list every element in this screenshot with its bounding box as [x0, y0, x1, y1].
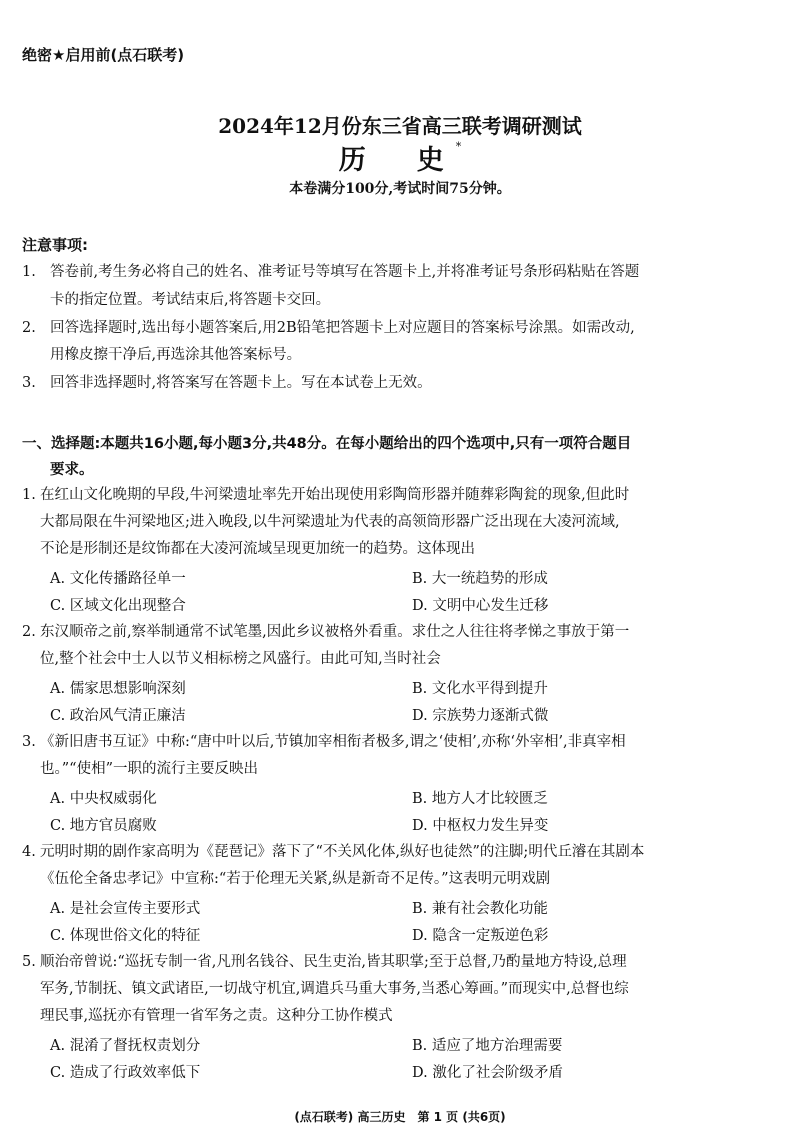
question-number: 1.: [22, 487, 36, 503]
notice-item-line: 答卷前,考生务必将自己的姓名、准考证号等填写在答题卡上,并将准考证号条形码粘贴在答题: [50, 264, 640, 280]
question-stem-line: 《新旧唐书互证》中称:“唐中叶以后,节镇加宰相衔者极多,谓之‘使相’,亦称‘外宰相’,非真宰相: [40, 734, 626, 750]
option-c: C. 区域文化出现整合: [50, 598, 186, 614]
question-stem-line: 在红山文化晚期的早段,牛河梁遗址率先开始出现使用彩陶筒形器并随葬彩陶瓮的现象,但此时: [40, 487, 630, 503]
option-b: B. 地方人才比较匮乏: [412, 791, 548, 807]
page-footer: (点石联考) 高三历史 第 1 页 (共6页): [294, 1110, 506, 1124]
exam-title: 2024年12月份东三省高三联考调研测试: [218, 114, 582, 138]
secret-label: 绝密★启用前(点石联考): [22, 46, 185, 64]
question-stem-line: 东汉顺帝之前,察举制通常不试笔墨,因此乡议被格外看重。求仕之人往往将孝悌之事放于第一: [40, 624, 630, 640]
notice-item-line: 回答非选择题时,将答案写在答题卡上。写在本试卷上无效。: [50, 375, 432, 391]
option-b: B. 文化水平得到提升: [412, 681, 548, 697]
subject-name: 历 史: [338, 145, 456, 176]
subject-mark: *: [455, 140, 462, 153]
question-number: 2.: [22, 624, 36, 640]
subject-title: [0, 138, 800, 177]
option-d: D. 中枢权力发生异变: [412, 818, 549, 834]
question-stem-line: 也。”“使相”一职的流行主要反映出: [40, 761, 258, 777]
option-b: B. 适应了地方治理需要: [412, 1038, 563, 1054]
notice-item-number: 2.: [22, 320, 36, 336]
question-stem-line: 《伍伦全备忠孝记》中宣称:“若于伦理无关紧,纵是新奇不足传。”这表明元明戏剧: [40, 871, 551, 887]
option-c: C. 造成了行政效率低下: [50, 1065, 201, 1081]
option-d: D. 宗族势力逐渐式微: [412, 708, 549, 724]
question-number: 3.: [22, 734, 36, 750]
question-stem-line: 不论是形制还是纹饰都在大凌河流域呈现更加统一的趋势。这体现出: [40, 541, 475, 557]
option-a: A. 中央权威弱化: [50, 791, 157, 807]
question-stem-line: 军务,节制抚、镇文武诸臣,一切战守机宜,调遣兵马重大事务,当悉心筹画。”而现实中,总督也综: [40, 981, 629, 997]
notice-item-number: 1.: [22, 264, 36, 280]
question-number: 5.: [22, 954, 36, 970]
question-stem-line: 大都局限在牛河梁地区;进入晚段,以牛河梁遗址为代表的高领筒形器广泛出现在大凌河流域,: [40, 514, 620, 530]
notice-item-line: 用橡皮擦干净后,再选涂其他答案标号。: [50, 347, 302, 363]
option-b: B. 兼有社会教化功能: [412, 901, 548, 917]
question-stem-line: 位,整个社会中士人以节义相标榜之风盛行。由此可知,当时社会: [40, 651, 441, 667]
section-heading-cont: 要求。: [50, 462, 94, 478]
option-d: D. 文明中心发生迁移: [412, 598, 549, 614]
notice-item-line: 卡的指定位置。考试结束后,将答题卡交回。: [50, 292, 331, 308]
notice-item-line: 回答选择题时,选出每小题答案后,用2B铅笔把答题卡上对应题目的答案标号涂黑。如需改动,: [50, 320, 635, 336]
option-b: B. 大一统趋势的形成: [412, 571, 548, 587]
option-c: C. 体现世俗文化的特征: [50, 928, 201, 944]
notice-heading: 注意事项:: [22, 236, 88, 254]
score-info: 本卷满分100分,考试时间75分钟。: [289, 181, 511, 197]
option-a: A. 混淆了督抚权责划分: [50, 1038, 201, 1054]
option-a: A. 儒家思想影响深刻: [50, 681, 186, 697]
option-c: C. 地方官员腐败: [50, 818, 157, 834]
option-a: A. 文化传播路径单一: [50, 571, 186, 587]
option-d: D. 隐含一定叛逆色彩: [412, 928, 549, 944]
option-a: A. 是社会宣传主要形式: [50, 901, 201, 917]
notice-item-number: 3.: [22, 375, 36, 391]
option-c: C. 政治风气清正廉洁: [50, 708, 186, 724]
question-stem-line: 理民事,巡抚亦有管理一省军务之责。这种分工协作模式: [40, 1008, 393, 1024]
question-number: 4.: [22, 844, 36, 860]
question-stem-line: 顺治帝曾说:“巡抚专制一省,凡刑名钱谷、民生吏治,皆其职掌;至于总督,乃酌量地方特设,总理: [40, 954, 627, 970]
section-heading: 一、选择题:本题共16小题,每小题3分,共48分。在每小题给出的四个选项中,只有一项符合题目: [22, 436, 632, 452]
question-stem-line: 元明时期的剧作家高明为《琵琶记》落下了“不关风化体,纵好也徒然”的注脚;明代丘濬在其剧本: [40, 844, 645, 860]
option-d: D. 激化了社会阶级矛盾: [412, 1065, 563, 1081]
